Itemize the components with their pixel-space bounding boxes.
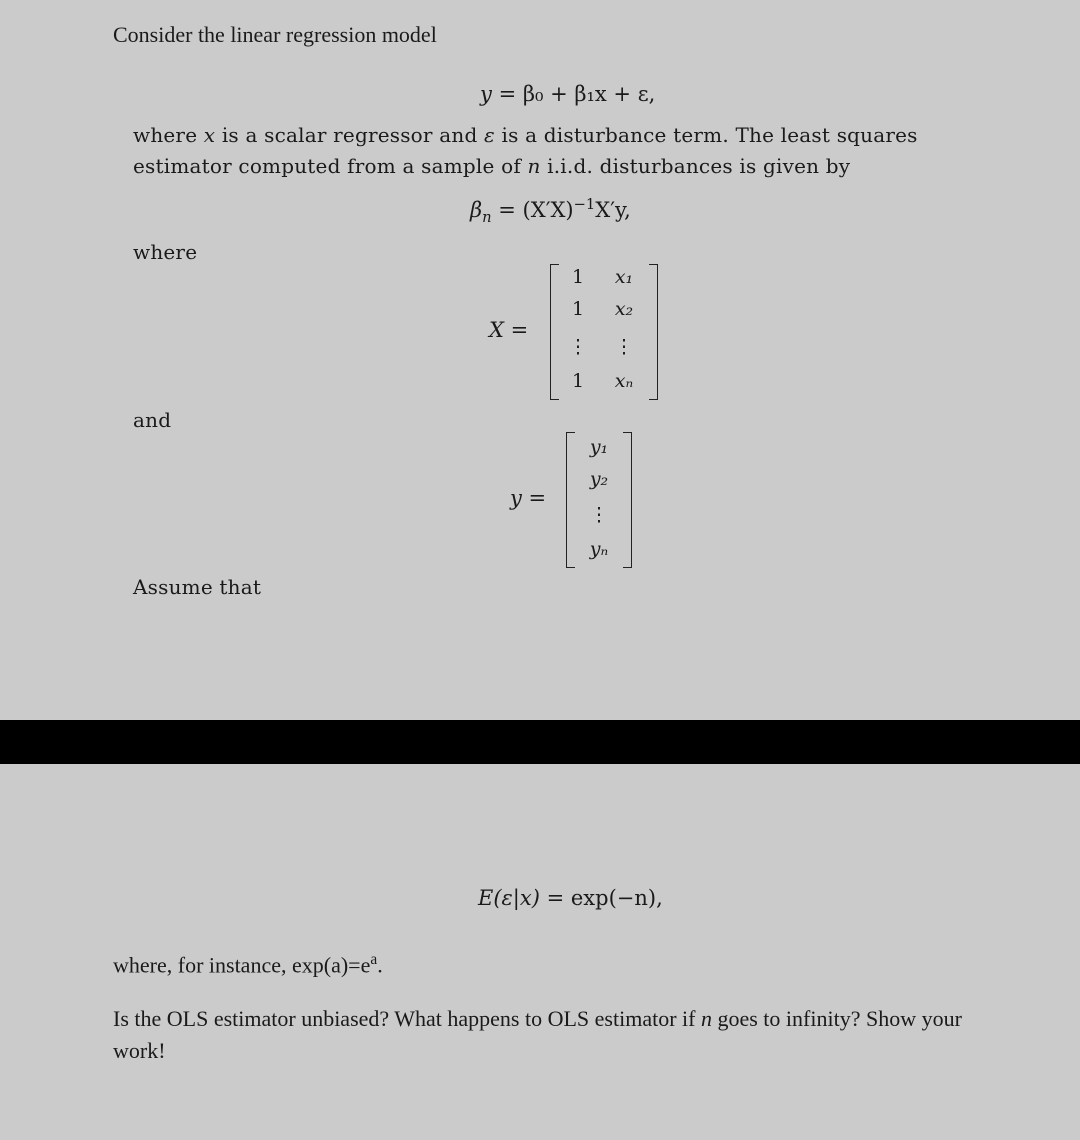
- question-part2: goes to infinity? Show your: [711, 1006, 962, 1031]
- estimator-tail: X′y,: [595, 198, 631, 222]
- vector-y-cell: y₁: [589, 436, 609, 458]
- matrix-x-right-bracket: [649, 264, 658, 400]
- redaction-band: [0, 720, 1080, 764]
- desc1-part3: is a disturbance term. The least squares: [494, 123, 918, 147]
- assume-label: Assume that: [133, 575, 262, 599]
- intro-text: Consider the linear regression model: [113, 22, 437, 47]
- model-rhs: = β₀ + β₁x + ε,: [498, 82, 656, 106]
- condition-lhs: E(ε|x): [478, 886, 540, 910]
- matrix-x-cell: x₁: [614, 266, 634, 288]
- vector-y-label: y =: [510, 486, 547, 510]
- matrix-x-cell: 1: [571, 370, 585, 392]
- matrix-x: [550, 264, 658, 400]
- desc2-part2: i.i.d. disturbances is given by: [540, 154, 851, 178]
- question-line-1: [113, 1006, 962, 1032]
- desc1-var-eps: ε: [484, 123, 495, 147]
- matrix-x-cell: ⋮: [614, 336, 634, 358]
- condition-equation: [478, 886, 663, 910]
- estimator-equation: [470, 196, 631, 226]
- condition-rhs: = exp(−n),: [539, 886, 663, 910]
- and-label: and: [133, 408, 172, 432]
- vector-y-cell: yₙ: [589, 538, 609, 560]
- instance-note-sup: a: [370, 951, 378, 968]
- desc1-part1: where: [133, 123, 204, 147]
- vector-y-left-bracket: [566, 432, 575, 568]
- question-var-n: n: [700, 1006, 712, 1031]
- vector-y: [566, 432, 632, 568]
- vector-y-right-bracket: [623, 432, 632, 568]
- desc2-var-n: n: [527, 154, 541, 178]
- description-line-1: [133, 123, 918, 147]
- matrix-x-cell: 1: [571, 298, 585, 320]
- estimator-rhs: = (X′X): [491, 198, 574, 222]
- vector-y-cell: y₂: [589, 468, 609, 490]
- estimator-sub-n: n: [482, 209, 492, 227]
- desc1-part2: is a scalar regressor and: [215, 123, 485, 147]
- model-equation: [480, 82, 655, 106]
- instance-note: [113, 951, 383, 978]
- vector-y-cell: ⋮: [589, 504, 609, 526]
- description-line-2: [133, 154, 850, 178]
- question-part1: Is the OLS estimator unbiased? What happens to OLS estimator if: [113, 1006, 701, 1031]
- instance-note-end: .: [377, 952, 383, 978]
- model-lhs: y: [480, 82, 492, 106]
- matrix-x-cell: 1: [571, 266, 585, 288]
- desc1-var-x: x: [203, 123, 216, 147]
- instance-note-text: where, for instance, exp(a)=e: [113, 952, 371, 978]
- matrix-x-label: X =: [489, 318, 529, 342]
- where-label: where: [133, 240, 198, 264]
- matrix-x-cell: x₂: [614, 298, 634, 320]
- matrix-x-cell: xₙ: [614, 370, 634, 392]
- estimator-sup: −1: [573, 196, 596, 213]
- question-line-2: work!: [113, 1038, 166, 1063]
- estimator-beta: β: [470, 198, 483, 222]
- desc2-part1: estimator computed from a sample of: [133, 154, 528, 178]
- matrix-x-cell: ⋮: [568, 336, 588, 358]
